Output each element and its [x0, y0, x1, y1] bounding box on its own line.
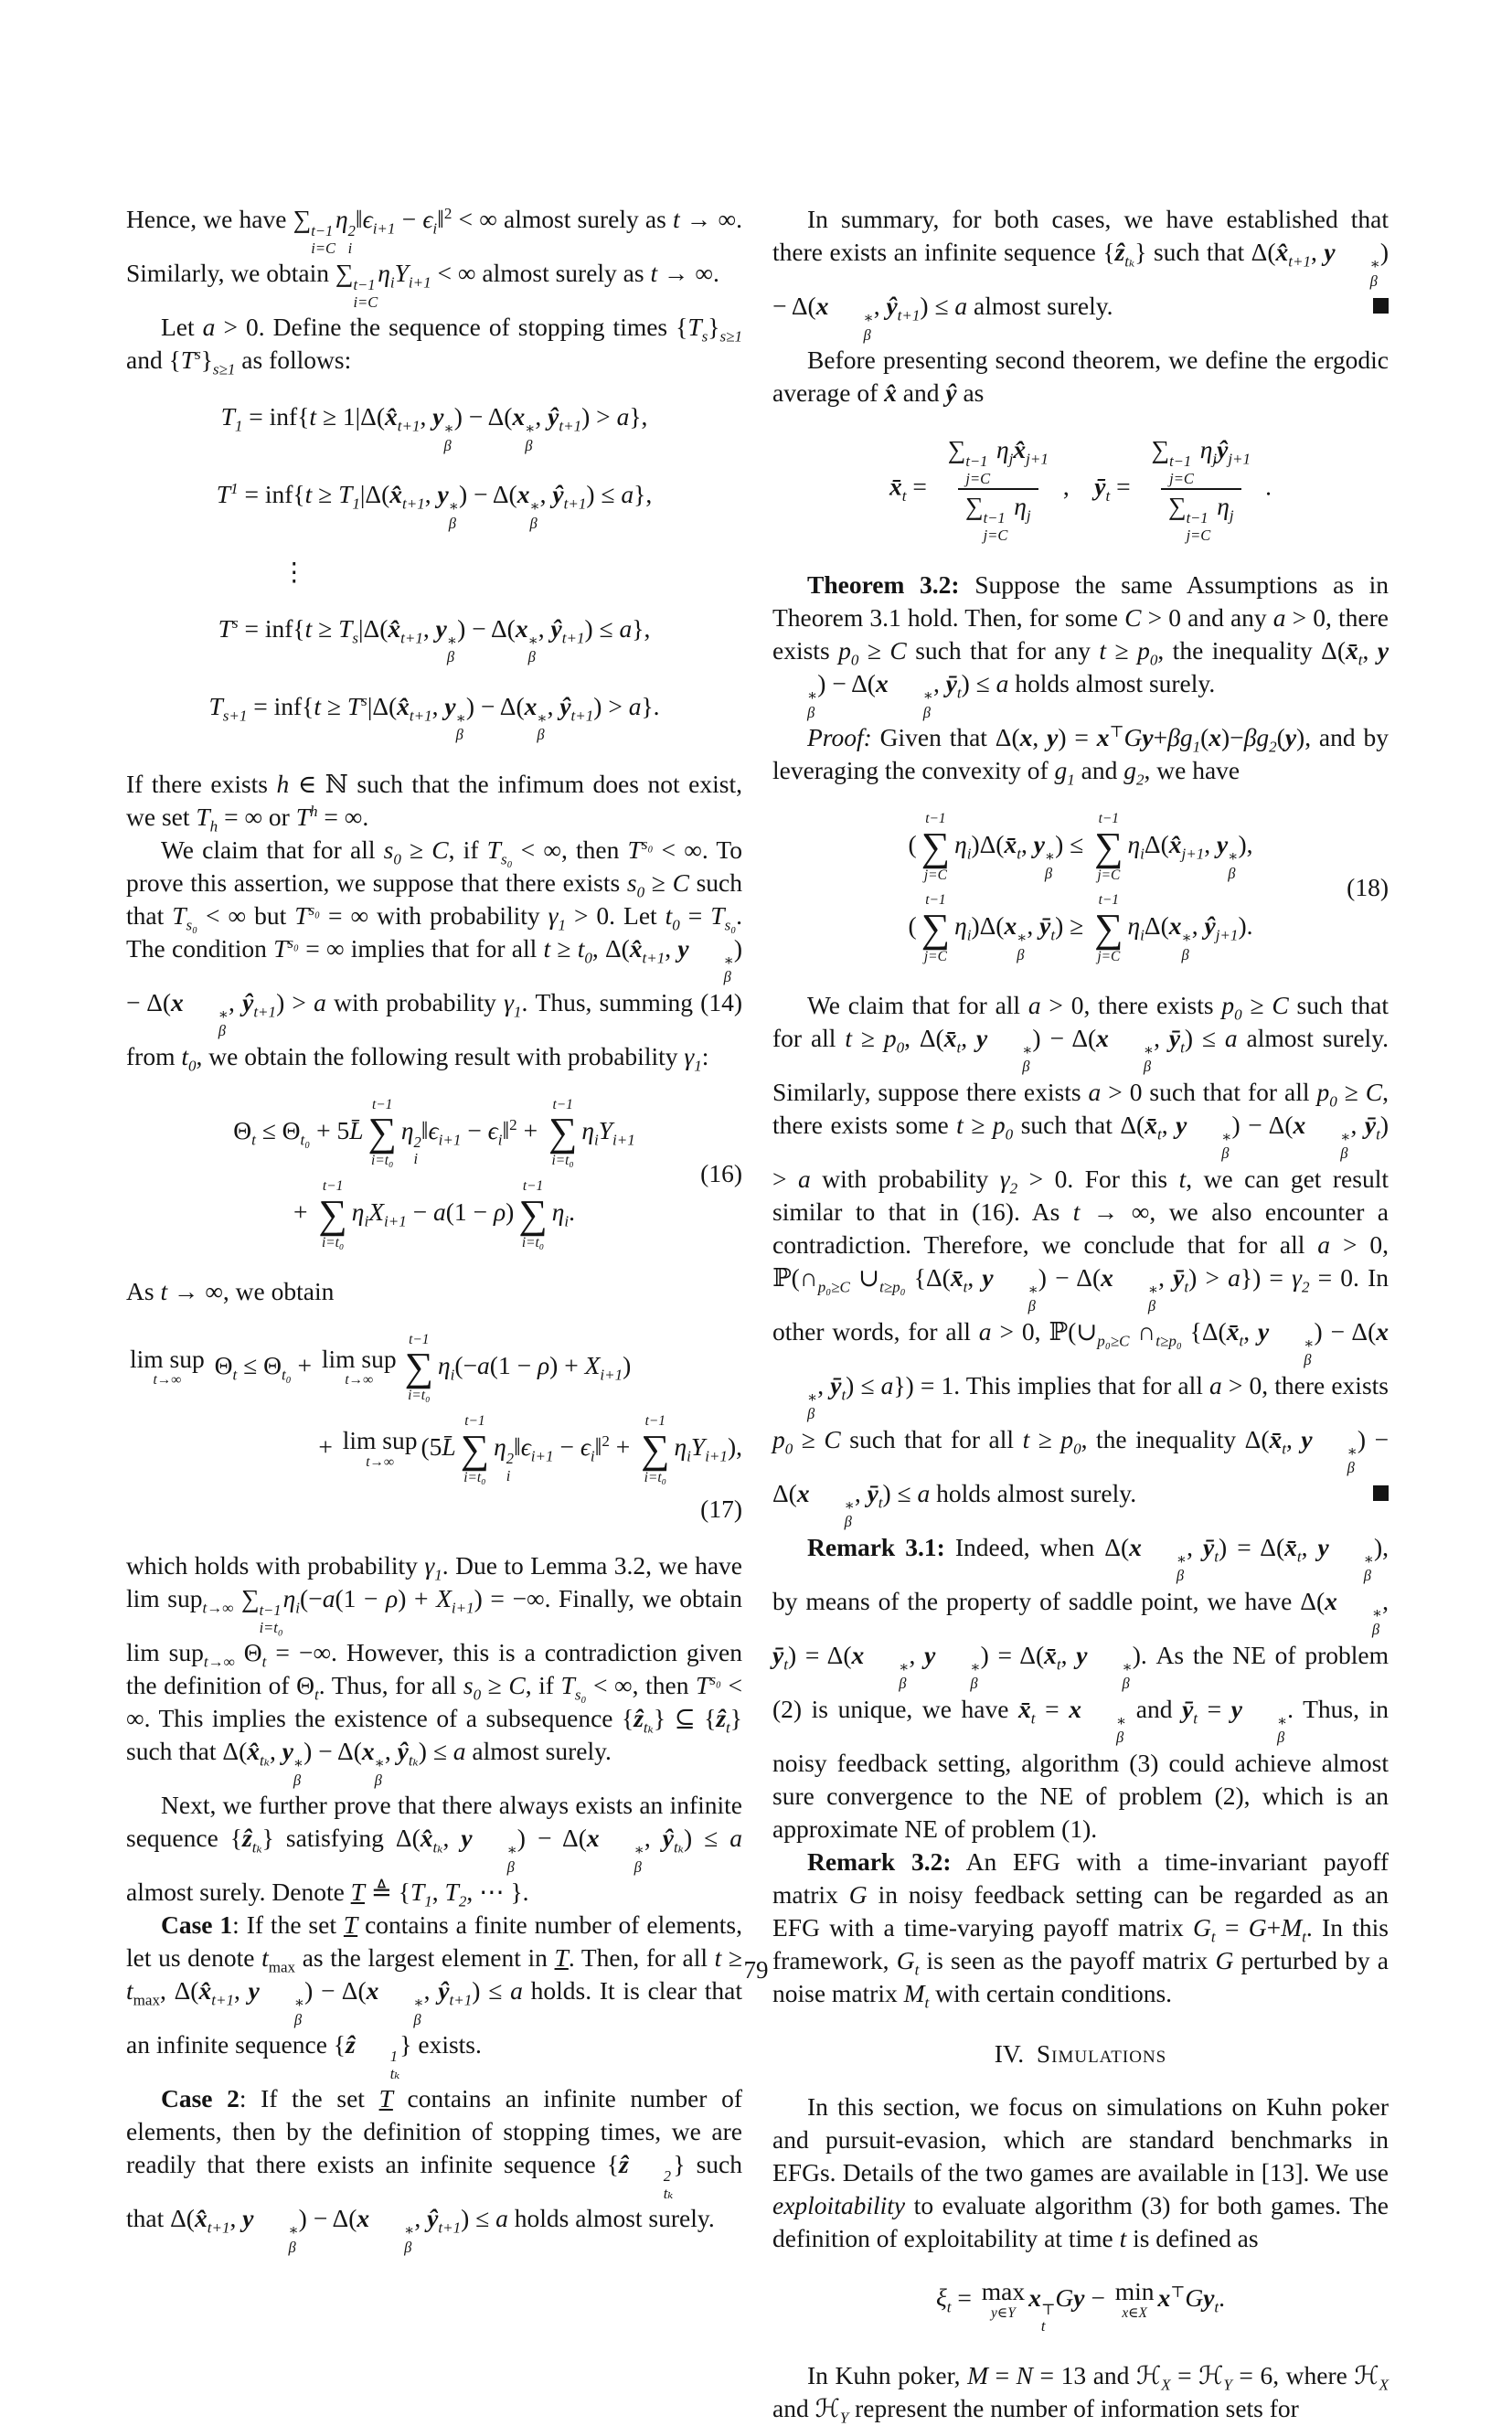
- summation-symbol: t−1 ∑ i=t₀: [318, 1178, 347, 1250]
- paragraph: We claim that for all $s_0 \ge C$, if $T_{s_0}$ < ∞, then $T^{s_0}$ < ∞. To prove this assertion, we suppose that there exists $s_0 \ge C$ such that $T_{s_0}$ < ∞ but $T^{s_0}$ = ∞ with probability $\gamma_1 > 0$. Let $t_0 = T_{s_0}$. The condition $T^{s_0}$ = ∞ implies that for all $t \ge t_0$, $\Delta(x̂_{t+1}$, y ∗ β ) − Δ(x ∗ β , $ŷ_{t+1}) > a$ with probability $\gamma_1$. Thus, summing (14) from $t_0$, we obtain the following result with probability $\gamma_1$:: [126, 835, 743, 1075]
- summation-symbol: t−1 ∑ i=t₀: [518, 1178, 548, 1250]
- paragraph: Remark 3.2: An EFG with a time-invariant payoff matrix G in noisy feedback setting can be regarded as an EFG with a time-varying payoff matrix $G_t = G+M_t$. In this framework, $G_t$ is seen as the payoff matrix G perturbed by a noise matrix $M_t$ with certain conditions.: [772, 1846, 1390, 2012]
- paragraph: which holds with probability $\gamma_1$. Due to Lemma 3.2, we have lim sup$_{t\to\infty}$ ∑ t−1 i=t₀ $\eta_i(-a(1 - \rho) + X_{i+1})$ = −∞. Finally, we obtain lim sup$_{t\to\infty}$ $\Theta_t$ = −∞. However, this is a contradiction given the definition of $\Theta_t$. Thus, for all $s_0 \ge C$, if $T_{s_0}$ < ∞, then $T^{s_0}$ < ∞. This implies the existence of a subsequence {ẑ$_{t_k}$} ⊆ {ẑ$_t$} such that $\Delta(x̂_{t_k}$, y ∗ β ) − Δ(x ∗ β , $ŷ_{t_k}) \le a$ almost surely.: [126, 1551, 743, 1789]
- paragraph: Theorem 3.2: Suppose the same Assumptions as in Theorem 3.1 hold. Then, for some C > 0 and any a > 0, there exists $p_0 \ge C$ such that for any $t \ge p_0$, the inequality $\Delta(x̄_t$, y ∗ β ) − Δ(x ∗ β , $ȳ_t) \le a$ holds almost surely.: [772, 570, 1390, 721]
- display-equation: $T_{s+1} = inf\{t$ ≥ $T^s|\Delta(x̂_{t+1}$, y ∗ β ) − Δ(x ∗ β , $ŷ_{t+1}) > a$}.: [208, 691, 660, 744]
- paragraph: In Kuhn poker, M = N = 13 and ℋ$_X$ = ℋ$_Y$ = 6, where ℋ$_X$ and ℋ$_Y$ represent the number of information sets for: [772, 2360, 1389, 2426]
- display-equation: $x̄_t$ = ∑ t−1 j=C $\eta_jx̂_{j+1}$ ∑ t−1 j=C $\eta_j$ , $ȳ_t$ = ∑ t−1 j=C $\eta_jŷ_{j+1}$ ∑ t−1 j=C $\eta_j$ .: [889, 435, 1272, 544]
- summation-symbol: t−1 ∑ j=C: [921, 892, 951, 965]
- summation-symbol: t−1 ∑ i=t₀: [548, 1096, 578, 1169]
- display-equation: ( t−1 ∑ j=C $\eta_i)\Delta(x̄_t$, y ∗ β ) ≤ t−1 ∑ j=C $\eta_i\Delta(x̂_{j+1}$, y ∗ β ), ( t−1 ∑ j=C $\eta_i)\Delta(x$ ∗ β , $ȳ_t$) ≥ t−1 ∑ j=C $\eta_i\Delta(x$ ∗ β , $ŷ_{j+1}$). (18): [908, 811, 1389, 965]
- summation-symbol: t−1 ∑ i=t₀: [404, 1331, 433, 1404]
- section-heading: IV. Simulations: [994, 2038, 1167, 2068]
- paragraph: Proof: Given that Δ(x, $y) = x^⊤Gy+\beta g_1(x)-\beta g_2(y)$, and by leveraging the convexity of $g_1$ and $g_2$, we have: [772, 722, 1389, 789]
- paragraph: As t → ∞, we obtain: [126, 1276, 335, 1305]
- paragraph: We claim that for all a > 0, there exists $p_0 \ge C$ such that for all $t \ge p_0$, $\Delta(x̄_t$, y ∗ β ) − Δ(x ∗ β , $ȳ_t) \le a$ almost surely. Similarly, suppose there exists a > 0 such that for all $p_0 \ge C$, there exists some $t \ge p_0$ such that $\Delta(x̄_t$, y ∗ β ) − Δ(x ∗ β , $ȳ_t) > a$ with probability $\gamma_2 > 0$. For this t, we can get result similar to that in (16). As t → ∞, we also encounter a contradiction. Therefore, we conclude that for all a > 0, $ℙ(\cap_{p_0\ge C}$ $\cup_{t\ge p_0}$ {$\Delta(x̄_t$, y ∗ β ) − Δ(x ∗ β , $ȳ_t) > a\}) = \gamma_2 = 0$. In other words, for all a > 0, $ℙ(\cup_{p_0\ge C}$ $\cap_{t\ge p_0}$ {$\Delta(x̄_t$, y ∗ β ) − Δ(x ∗ β , $ȳ_t) \le a\}) = 1$. This implies that for all a > 0, there exists $p_0 \ge C$ such that for all $t \ge p_0$, the inequality $\Delta(x̄_t$, y ∗ β ) − Δ(x ∗ β , $ȳ_t) \le a$ holds almost surely.: [772, 990, 1390, 1531]
- summation-symbol: t−1 ∑ j=C: [1094, 811, 1123, 883]
- summation-symbol: t−1 ∑ i=t₀: [367, 1096, 397, 1169]
- paragraph: In this section, we focus on simulations on Kuhn poker and pursuit-evasion, which are standard benchmarks in EFGs. Details of the two games are available in [13]. We use exploitability to evaluate algorithm (3) for both games. The definition of exploitability at time t is defined as: [772, 2091, 1389, 2252]
- paragraph: In summary, for both cases, we have established that there exists an infinite sequence {ẑ$_{t_k}$} such that $\Delta(x̂_{t+1}$, y ∗ β ) − Δ(x ∗ β , $ŷ_{t+1}) \le a$ almost surely.: [772, 205, 1390, 344]
- display-equation: $\xi_t$ = max y∈Y x ⊤ t Gy − min x∈X $x^⊤Gy_t$.: [935, 2276, 1226, 2336]
- summation-symbol: t−1 ∑ j=C: [921, 811, 951, 883]
- qed-square: [1373, 298, 1389, 314]
- display-equation: $T^s = inf\{t$ ≥ $T_s|\Delta(x̂_{t+1}$, y ∗ β ) − Δ(x ∗ β , $ŷ_{t+1}) \le a$},: [218, 613, 651, 666]
- paragraph: Case 2: If the set T contains an infinite number of elements, then by the definition of stopping times, we are readily that there exists an infinite sequence {ẑ 2 tₖ } such that $\Delta(x̂_{t+1}$, y ∗ β ) − Δ(x ∗ β , $ŷ_{t+1}) \le a$ holds almost surely.: [126, 2084, 743, 2256]
- paragraph: Next, we further prove that there always exists an infinite sequence {ẑ$_{t_k}$} satisfying $\Delta(x̂_{t_k}$, y ∗ β ) − Δ(x ∗ β , $ŷ_{t_k}) \le a$ almost surely. Denote T ≜ {$T_1$, $T_2$, ⋯ }.: [126, 1791, 743, 1910]
- paragraph: Let a > 0. Define the sequence of stopping times $\{T_s\}_{s\ge 1}$ and $\{T^s\}_{s\ge 1}$ as follows:: [126, 313, 742, 378]
- paragraph: Case 1: If the set T contains a finite number of elements, let us denote $t_{max}$ as the largest element in T. Then, for all $t \ge t_{max}$, $\Delta(x̂_{t+1}$, y ∗ β ) − Δ(x ∗ β , $ŷ_{t+1}) \le a$ holds. It is clear that an infinite sequence {ẑ 1 tₖ } exists.: [126, 1910, 743, 2082]
- paragraph: Hence, we have ∑ t−1 i=C η 2 i $‖\epsilon_{i+1}$ − $\epsilon_i‖^2$ < ∞ almost surely as t → ∞. Similarly, we obtain ∑ t−1 i=C $\eta_iY_{i+1}$ < ∞ almost surely as t → ∞.: [126, 204, 742, 311]
- paragraph: Remark 3.1: Indeed, when Δ(x ∗ β , $ȳ_t$) = $\Delta(x̄_t$, y ∗ β ), by means of the property of saddle point, we have Δ(x ∗ β , $ȳ_t) = \Delta(x$ ∗ β , y ∗ β ) = $\Delta(x̄_t$, y ∗ β ). As the NE of problem (2) is unique, we have $x̄_t = x$ ∗ β and $ȳ_t = y$ ∗ β . Thus, in noisy feedback setting, algorithm (3) could achieve almost sure convergence to the NE of problem (2), which is an approximate NE of problem (1).: [772, 1532, 1390, 1843]
- display-equation: ⋮: [282, 558, 307, 586]
- summation-symbol: t−1 ∑ i=t₀: [641, 1412, 670, 1485]
- right-column: [772, 203, 1389, 2425]
- page-number: 79: [743, 1956, 769, 1984]
- display-equation: lim sup t→∞ $\Theta_t \le \Theta_{t_0}$ + lim sup t→∞ t−1 ∑ i=t₀ $\eta_i(-a(1 - \rho) + X_{i+1})$ + lim sup t→∞ (5L̄ t−1 ∑ i=t₀ η 2 i $‖\epsilon_{i+1}$ − $\epsilon_i‖^2$ + t−1 ∑ i=t₀ $\eta_iY_{i+1}$), (17): [126, 1332, 742, 1527]
- display-equation: $T_1 = inf\{t$ ≥ $1|\Delta(x̂_{t+1}$, y ∗ β ) − Δ(x ∗ β , $ŷ_{t+1}) > a$},: [220, 402, 648, 454]
- summation-symbol: t−1 ∑ i=t₀: [460, 1412, 490, 1485]
- paragraph: If there exists h ∈ ℕ such that the infimum does not exist, we set $T_h$ = ∞ or $T^h$ = ∞.: [126, 769, 742, 835]
- equation-number: (17): [700, 1495, 742, 1524]
- display-equation: $\Theta_t \le \Theta_{t_0}$ + 5L̄ t−1 ∑ i=t₀ η 2 i $‖\epsilon_{i+1}$ − $\epsilon_i‖^2$ + t−1 ∑ i=t₀ $\eta_iY_{i+1}$ + t−1 ∑ i=t₀ $\eta_iX_{i+1} - a(1 - \rho)$ t−1 ∑ i=t₀ $\eta_i$. (16): [233, 1096, 742, 1250]
- qed-square: [1373, 1485, 1389, 1501]
- equation-number: (18): [1347, 873, 1389, 902]
- equation-number: (16): [700, 1159, 742, 1188]
- display-equation: $T^1 = inf\{t$ ≥ $T_1|\Delta(x̂_{t+1}$, y ∗ β ) − Δ(x ∗ β , $ŷ_{t+1}) \le a$},: [216, 479, 653, 532]
- paragraph: Before presenting second theorem, we define the ergodic average of x̂ and ŷ as: [772, 346, 1389, 407]
- summation-symbol: t−1 ∑ j=C: [1094, 892, 1123, 965]
- left-column: [126, 203, 742, 2425]
